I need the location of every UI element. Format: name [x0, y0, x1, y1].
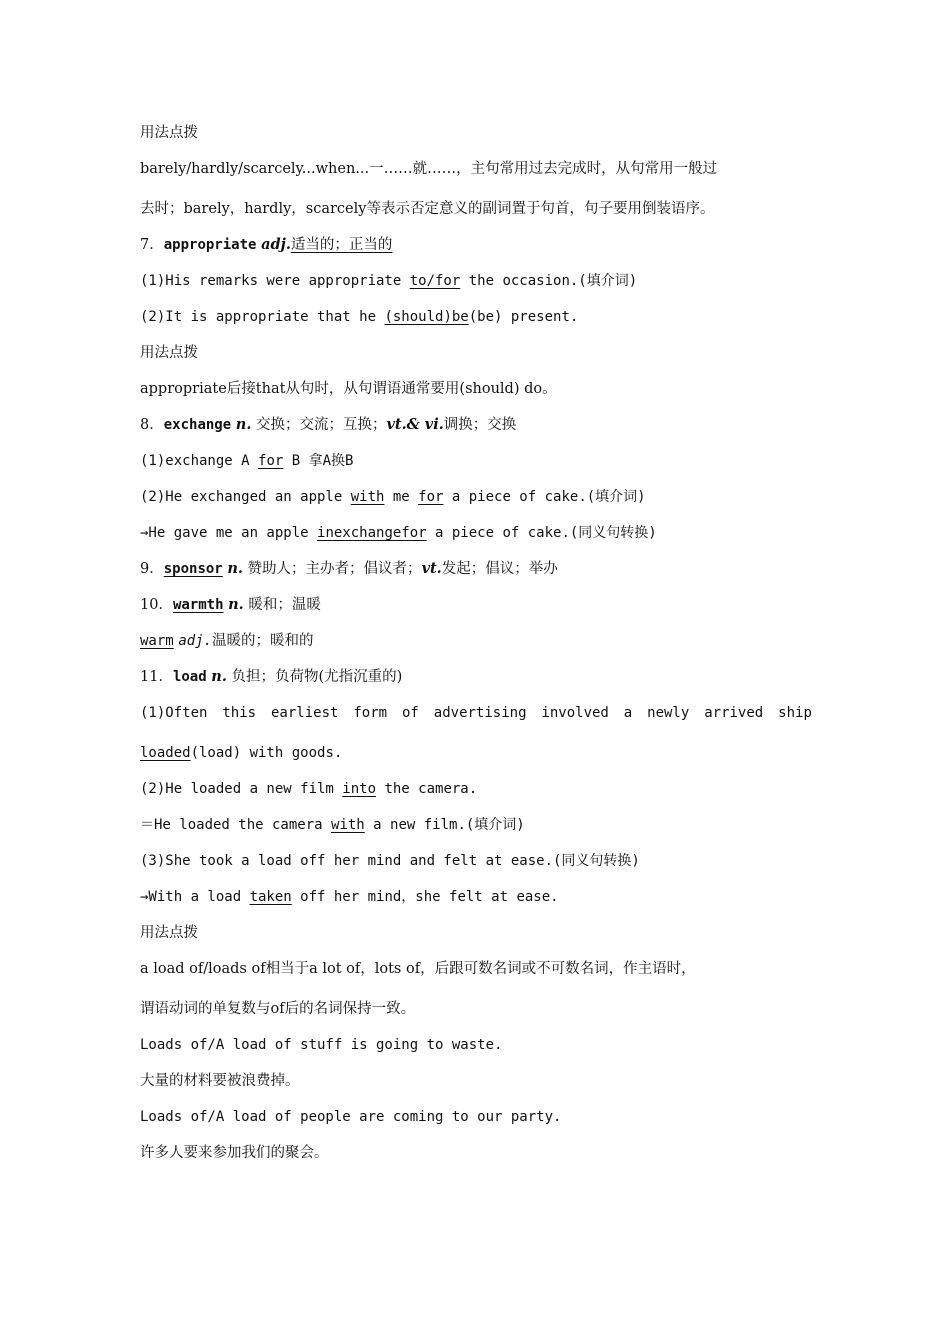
- usage-tip-heading: 用法点拨: [140, 925, 198, 941]
- headword: warm: [140, 633, 174, 649]
- item-number: 11．: [140, 669, 173, 685]
- usage-tip-heading: 用法点拨: [140, 125, 198, 141]
- sentence-word: newly: [647, 705, 690, 721]
- example-sentence: ＝He loaded the camera with a new film.(填介词): [140, 817, 525, 833]
- part-of-speech: n.: [211, 668, 227, 685]
- sentence-word: involved: [541, 705, 609, 721]
- example-sentence: (2)It is appropriate that he (should)be(be) present.: [140, 309, 579, 325]
- item-number: 7．: [140, 237, 164, 253]
- vocab-item-appropriate: [140, 234, 812, 256]
- answer-blank: for: [418, 489, 444, 505]
- vocab-item-sponsor: [140, 558, 812, 580]
- sentence-word: advertising: [433, 705, 527, 721]
- answer-blank: with: [350, 489, 385, 505]
- meaning: 暖和；温暖: [243, 597, 321, 613]
- usage-tip-heading: 用法点拨: [140, 345, 198, 361]
- meaning: 温暖的；暖和的: [212, 633, 314, 649]
- example-sentence: loaded(load) with goods.: [140, 745, 343, 761]
- usage-tip-text: appropriate后接that从句时，从句谓语通常要用(should) do。: [140, 381, 557, 397]
- part-of-speech: vt.: [421, 560, 442, 577]
- example-sentence: →With a load taken off her mind，she felt at ease.: [140, 889, 559, 905]
- answer-blank: with: [331, 817, 365, 833]
- usage-tip-text: a load of/loads of相当于a lot of，lots of，后跟可数名词或不可数名词，作主语时，: [140, 961, 696, 977]
- example-sentence: (2)He loaded a new film into the camera.: [140, 781, 478, 797]
- meaning: 交换；交流；互换；: [251, 417, 387, 433]
- answer-blank: to/for: [409, 273, 461, 289]
- meaning: 发起；倡议；举办: [441, 561, 558, 577]
- headword: load: [172, 669, 207, 685]
- part-of-speech: adj.: [178, 633, 213, 649]
- usage-tip-text: 去时；barely，hardly，scarcely等表示否定意义的副词置于句首，句子要用倒装语序。: [140, 201, 715, 217]
- vocab-item-exchange: [140, 414, 812, 436]
- example-sentence: (1)His remarks were appropriate to/for the occasion.(填介词): [140, 273, 638, 289]
- headword: warmth: [172, 597, 224, 613]
- usage-tip-text: 谓语动词的单复数与of后的名词保持一致。: [140, 1001, 416, 1017]
- answer-blank: loaded: [140, 745, 191, 761]
- vocab-item-warmth: [140, 594, 812, 616]
- answer-blank: taken: [249, 889, 292, 905]
- item-number: 9．: [140, 561, 164, 577]
- meaning: 赞助人；主办者；倡议者；: [242, 561, 422, 577]
- example-en: Loads of/A load of stuff is going to waste.: [140, 1037, 503, 1053]
- example-cn: 大量的材料要被浪费掉。: [140, 1073, 300, 1089]
- sentence-word: earliest: [271, 705, 339, 721]
- answer-blank: for: [258, 453, 284, 469]
- answer-blank: into: [342, 781, 377, 797]
- example-cn: 许多人要来参加我们的聚会。: [140, 1145, 329, 1161]
- part-of-speech: adj.: [261, 236, 291, 253]
- sentence-word: ship: [778, 705, 812, 721]
- headword: sponsor: [163, 561, 223, 577]
- related-word: [140, 630, 812, 652]
- part-of-speech: n.: [227, 560, 243, 577]
- example-sentence: (3)She took a load off her mind and felt at ease.(同义句转换): [140, 853, 640, 869]
- example-sentence: →He gave me an apple inexchangefor a piece of cake.(同义句转换): [140, 525, 657, 541]
- meaning: 调换；交换: [443, 417, 517, 433]
- example-sentence: (1)exchange A for B 拿A换B: [140, 453, 354, 469]
- meaning: 负担；负荷物(尤指沉重的): [226, 669, 403, 685]
- sentence-word: of: [402, 705, 419, 721]
- item-number: 10．: [140, 597, 173, 613]
- headword: appropriate: [163, 237, 257, 253]
- answer-blank: (should)be: [384, 309, 469, 325]
- part-of-speech: n.: [235, 416, 252, 433]
- example-en: Loads of/A load of people are coming to our party.: [140, 1109, 562, 1125]
- meaning: 适当的；正当的: [290, 237, 393, 253]
- headword: exchange: [163, 417, 232, 433]
- sentence-word: a: [623, 705, 633, 721]
- vocab-item-load: [140, 666, 812, 688]
- usage-tip-text: barely/hardly/scarcely...when...一……就……，主句常用过去完成时，从句常用一般过: [140, 161, 718, 177]
- document-page: [140, 122, 812, 1178]
- sentence-word: (1)Often: [140, 705, 208, 721]
- example-sentence-justified: [140, 702, 812, 724]
- sentence-word: form: [353, 705, 388, 721]
- sentence-word: this: [222, 705, 257, 721]
- part-of-speech: vt.& vi.: [386, 416, 444, 433]
- item-number: 8．: [140, 417, 164, 433]
- sentence-word: arrived: [704, 705, 764, 721]
- answer-blank: inexchangefor: [317, 525, 427, 541]
- part-of-speech: n.: [228, 596, 244, 613]
- example-sentence: (2)He exchanged an apple with me for a piece of cake.(填介词): [140, 489, 646, 505]
